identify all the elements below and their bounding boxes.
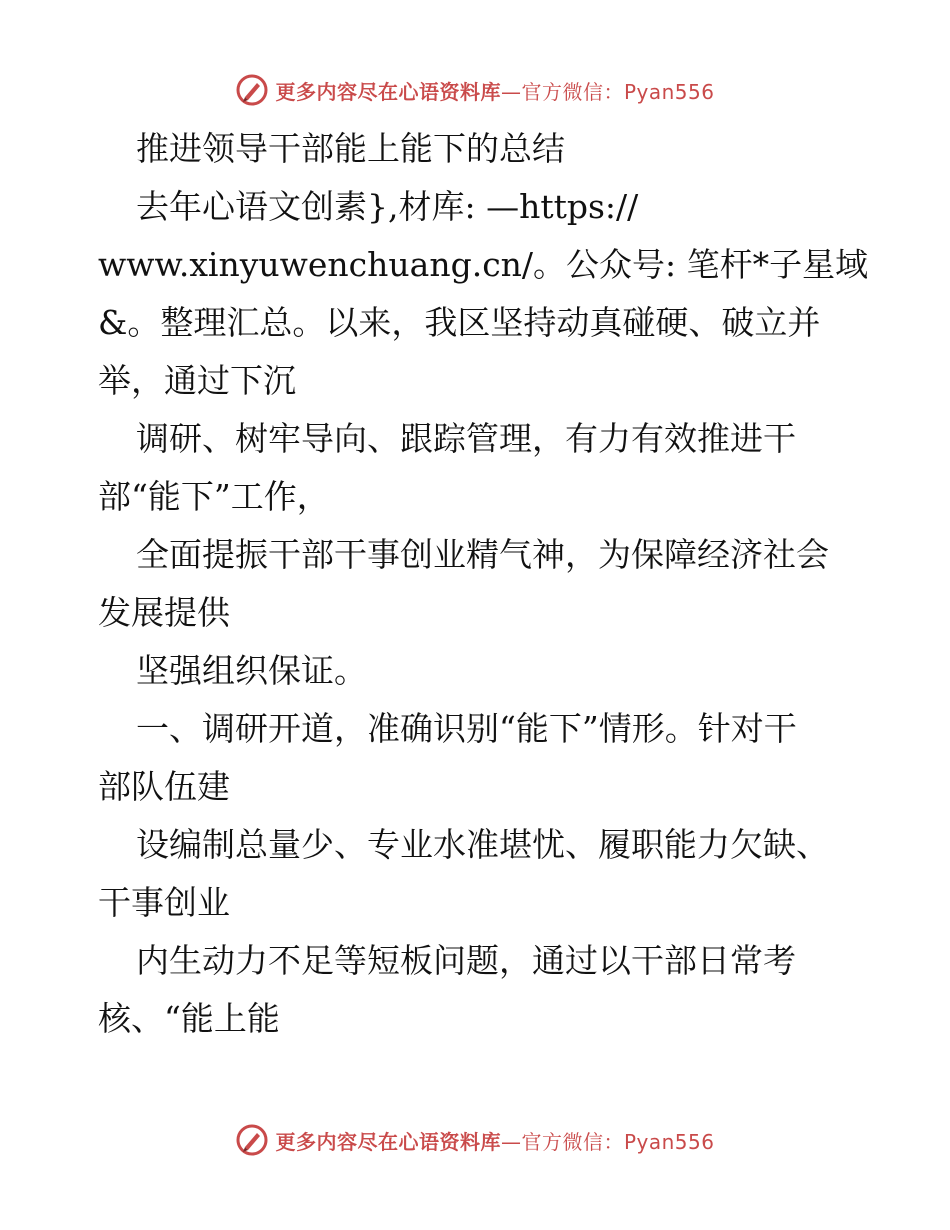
text-line: 内生动力不足等短板问题，通过以干部日常考 <box>136 941 796 980</box>
text-line: 举，通过下沉 <box>98 361 296 400</box>
text-line: 去年心语文创素},材库: —https:// <box>136 187 639 226</box>
document-body <box>98 120 869 1048</box>
text-line: 一、调研开道，准确识别“能下”情形。针对干 <box>136 709 797 748</box>
text-line: 干事创业 <box>98 883 230 922</box>
pen-logo-icon <box>235 73 269 107</box>
pen-logo-icon <box>235 1123 269 1157</box>
text-line: 调研、树牢导向、跟踪管理，有力有效推进干 <box>136 419 796 458</box>
text-line: &。整理汇总。以来，我区坚持动真碰硬、破立并 <box>98 303 821 342</box>
watermark-footer <box>0 1120 950 1160</box>
text-line: 设编制总量少、专业水准堪忧、履职能力欠缺、 <box>136 825 829 864</box>
text-line: 坚强组织保证。 <box>136 651 367 690</box>
text-line: 全面提振干部干事创业精气神，为保障经济社会 <box>136 535 829 574</box>
text-line: 推进领导干部能上能下的总结 <box>136 129 565 168</box>
watermark-header <box>0 70 950 110</box>
watermark-text: 更多内容尽在心语资料库—官方微信：Pyan556 <box>275 79 715 104</box>
watermark-text: 更多内容尽在心语资料库—官方微信：Pyan556 <box>275 1129 715 1154</box>
text-line: 核、“能上能 <box>98 999 280 1038</box>
text-line: www.xinyuwenchuang.cn/。公众号: 笔杆*子星域 <box>98 245 869 284</box>
text-line: 部“能下”工作， <box>98 477 330 516</box>
text-line: 部队伍建 <box>98 767 230 806</box>
text-line: 发展提供 <box>98 593 230 632</box>
